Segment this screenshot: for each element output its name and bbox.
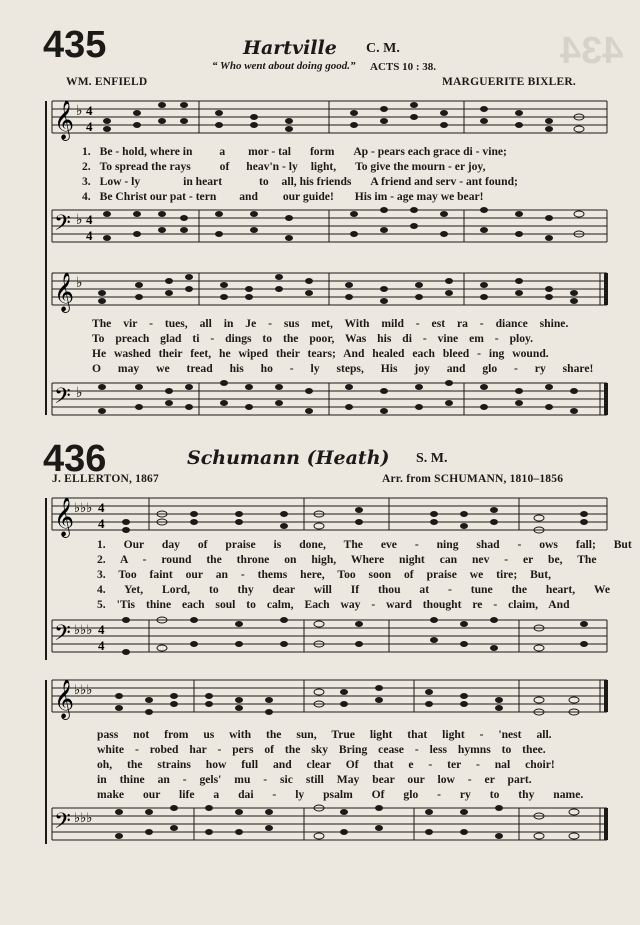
verse-line: The vir - tues, all in Je - sus met, With mild - est ra - diance shine.: [92, 317, 569, 330]
bass-staff: [44, 612, 640, 662]
author-credit: J. ELLERTON, 1867: [52, 473, 159, 485]
verse-line: 4. Be Christ our pat - tern and our guide! His im - age may we bear!: [82, 190, 484, 203]
verse-line: 3. Low - ly in heart to all, his friends A friend and serv - ant found;: [82, 175, 518, 188]
treble-staff: [44, 265, 640, 315]
verse-line: 4. Yet, Lord, to thy dear will If thou at - tune the heart, We: [97, 583, 610, 596]
hymn-number: 436: [43, 438, 107, 480]
verse-line: 2. To spread the rays of heav'n - ly light, To give the mourn - er joy,: [82, 160, 486, 173]
svg-text:4: 4: [98, 622, 105, 637]
verse-line: make our life a dai - ly psalm Of glo - ry to thy name.: [97, 788, 584, 801]
verse-line: white - robed har - pers of the sky Bring cease - less hymns to thee.: [97, 743, 546, 756]
treble-staff: [44, 672, 640, 722]
svg-text:𝄞: 𝄞: [54, 497, 75, 537]
svg-text:𝄞: 𝄞: [54, 100, 75, 140]
svg-text:𝄞: 𝄞: [54, 679, 75, 719]
svg-text:𝄢: 𝄢: [54, 384, 71, 414]
svg-text:4: 4: [86, 119, 93, 134]
svg-text:𝄢: 𝄢: [54, 809, 71, 839]
bass-staff: [44, 202, 640, 252]
verse-line: oh, the strains how full and clear Of that e - ter - nal choir!: [97, 758, 555, 771]
verse-line: 3. Too faint our an - thems here, Too soon of praise we tire; But,: [97, 568, 552, 581]
epigraph: “ Who went about doing good.”: [212, 60, 356, 72]
verse-line: 1. Our day of praise is done, The eve - ning shad - ows fall; But: [97, 538, 632, 551]
treble-staff: [44, 490, 640, 540]
verse-line: pass not from us with the sun, True light that light - 'nest all.: [97, 728, 552, 741]
svg-text:𝄢: 𝄢: [54, 621, 71, 651]
author-credit: WM. ENFIELD: [66, 76, 148, 88]
bass-staff: [44, 375, 640, 425]
treble-staff: [44, 93, 640, 143]
svg-text:♭♭♭: ♭♭♭: [74, 683, 93, 698]
svg-text:𝄢: 𝄢: [54, 211, 71, 241]
svg-text:♭: ♭: [76, 103, 83, 119]
verse-line: in thine an - gels' mu - sic still May bear our low - er part.: [97, 773, 532, 786]
verse-line: O may we tread his ho - ly steps, His joy and glo - ry share!: [92, 362, 594, 375]
svg-text:♭: ♭: [76, 385, 83, 401]
tune-name: Hartville: [243, 37, 337, 59]
verse-line: He washed their feet, he wiped their tears; And healed each bleed - ing wound.: [92, 347, 549, 360]
svg-text:♭♭♭: ♭♭♭: [74, 501, 93, 516]
svg-text:♭♭♭: ♭♭♭: [74, 811, 93, 826]
svg-text:4: 4: [86, 212, 93, 227]
svg-text:♭: ♭: [76, 275, 83, 291]
svg-text:𝄞: 𝄞: [54, 272, 75, 312]
svg-text:4: 4: [98, 500, 105, 515]
bass-staff: [44, 800, 640, 850]
verse-line: To preach glad ti - dings to the poor, Was his di - vine em - ploy.: [92, 332, 534, 345]
svg-text:4: 4: [98, 638, 105, 653]
meter: C. M.: [366, 41, 400, 56]
composer-credit: Arr. from SCHUMANN, 1810–1856: [382, 473, 564, 485]
svg-text:4: 4: [86, 228, 93, 243]
svg-text:♭: ♭: [76, 212, 83, 228]
verse-line: 2. A - round the throne on high, Where night can nev - er be, The: [97, 553, 597, 566]
verse-line: 5. 'Tis thine each soul to calm, Each way - ward thought re - claim, And: [97, 598, 570, 611]
svg-text:♭♭♭: ♭♭♭: [74, 623, 93, 638]
svg-text:4: 4: [86, 103, 93, 118]
svg-text:4: 4: [98, 516, 105, 531]
meter: S. M.: [416, 451, 448, 466]
composer-credit: MARGUERITE BIXLER.: [442, 76, 576, 88]
bleed-through-number: 434: [560, 30, 624, 72]
scripture-reference: ACTS 10 : 38.: [370, 61, 437, 73]
tune-name: Schumann (Heath): [187, 447, 390, 469]
hymn-number: 435: [43, 24, 107, 66]
verse-line: 1. Be - hold, where in a mor - tal form Ap - pears each grace di - vine;: [82, 145, 507, 158]
